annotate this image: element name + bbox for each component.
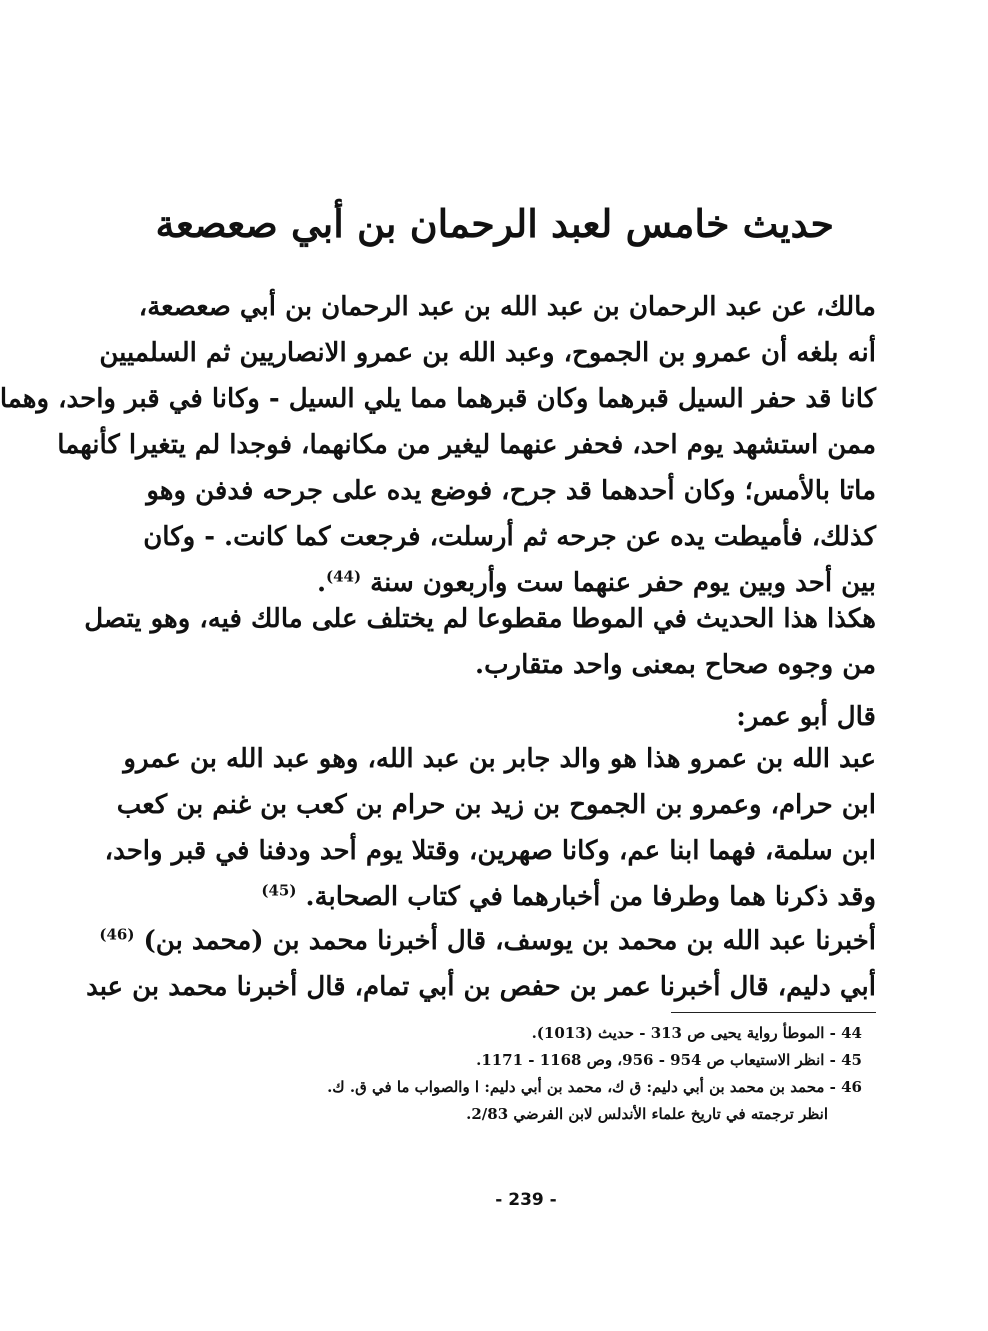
text-line: ممن استشهد يوم احد، فحفر عنهما ليغير من مكانهما، فوجدا لم يتغيرا كأنهما: [57, 430, 876, 460]
chapter-title: حديث خامس لعبد الرحمان بن أبي صعصعة: [155, 201, 834, 246]
text-line: كانا قد حفر السيل قبرهما وكان قبرهما مما يلي السيل - وكانا في قبر واحد، وهما: [0, 384, 876, 414]
text-line: بين أحد وبين يوم حفر عنهما ست وأربعون سنة: [370, 568, 876, 598]
footnote-ref-45: (45): [261, 881, 297, 900]
text-line-with-ref: بين أحد وبين يوم حفر عنهما ست وأربعون سنة $^{(44)}$.: [316, 567, 876, 598]
text-line: ابن سلمة، فهما ابنا عم، وكانا صهرين، وقتلا يوم أحد ودفنا في قبر واحد،: [104, 836, 876, 866]
text-line: هكذا هذا الحديث في الموطا مقطوعا لم يختلف على مالك فيه، وهو يتصل: [84, 604, 876, 634]
footnote-45: 45 - انظر الاستيعاب ص 954 - 956، وص 1168 - 1171.: [476, 1051, 862, 1069]
paragraph-hadith-text: [0, 284, 876, 606]
footnotes: [166, 1020, 876, 1128]
footnote-ref-46: (46): [99, 925, 135, 944]
text-line: أبي دليم، قال أخبرنا عمر بن حفص بن أبي تمام، قال أخبرنا محمد بن عبد: [86, 972, 876, 1002]
paragraph-abu-umar: [104, 736, 876, 920]
text-line: من وجوه صحاح بمعنى واحد متقارب.: [475, 650, 876, 680]
text-line: ماتا بالأمس؛ وكان أحدهما قد جرح، فوضع يده على جرحه فدفن وهو: [146, 476, 876, 506]
section-heading: [166, 694, 876, 740]
footnote-separator: [671, 1012, 876, 1013]
text-line: أنه بلغه أن عمرو بن الجموح، وعبد الله بن عمرو الانصاريين ثم السلميين: [99, 338, 876, 368]
footnote-ref-44: (44): [326, 567, 362, 586]
paragraph-isnad: [86, 918, 876, 1010]
heading-text: قال أبو عمر:: [736, 702, 876, 732]
footnote-44: 44 - الموطأ رواية يحيى ص 313 - حديث (1013).: [531, 1024, 862, 1042]
text-line-with-ref: [166, 874, 876, 920]
text-line: وقد ذكرنا هما وطرفا من أخبارهما في كتاب الصحابة.: [305, 882, 876, 912]
page-number: - 239 -: [495, 1190, 557, 1210]
text-line-with-ref: [99, 918, 876, 964]
text-line: كذلك، فأميطت يده عن جرحه ثم أرسلت، فرجعت كما كانت. - وكان: [143, 522, 876, 552]
paragraph-commentary: [84, 596, 876, 688]
footnote-46-continuation: انظر ترجمته في تاريخ علماء الأندلس لابن الفرضي 2/83.: [466, 1105, 828, 1123]
text-line: عبد الله بن عمرو هذا هو والد جابر بن عبد الله، وهو عبد الله بن عمرو: [123, 744, 876, 774]
text-line: مالك، عن عبد الرحمان بن عبد الله بن عبد الرحمان بن أبي صعصعة،: [138, 292, 876, 322]
text-line: ابن حرام، وعمرو بن الجموح بن زيد بن حرام بن كعب بن غنم بن كعب: [116, 790, 876, 820]
text-line: أخبرنا عبد الله بن محمد بن يوسف، قال أخبرنا محمد بن (محمد بن): [143, 926, 876, 956]
footnote-46: 46 - محمد بن محمد بن أبي دليم: ق ك، محمد بن أبي دليم: ا والصواب ما في ق. ك.: [327, 1078, 862, 1096]
